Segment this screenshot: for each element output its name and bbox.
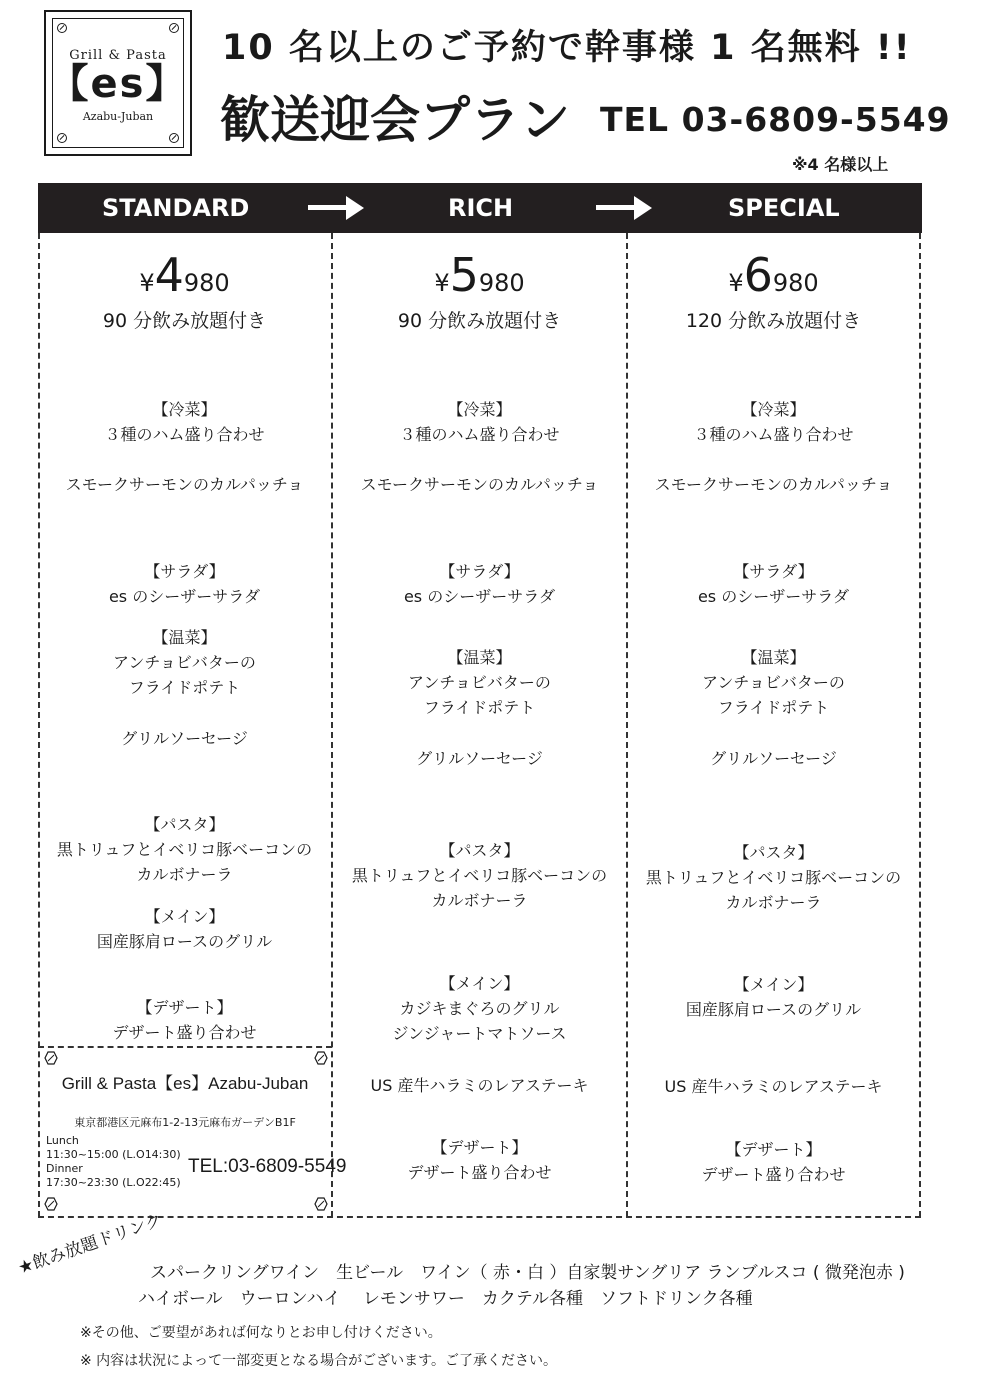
menu-item: ジンジャートマトソース — [392, 1024, 567, 1043]
hex-nut-icon — [314, 1197, 328, 1211]
column-divider — [919, 233, 921, 1217]
menu-item: フライドポテト — [128, 678, 241, 697]
menu-item: カルボナーラ — [136, 865, 233, 884]
menu-item: es のシーザーサラダ — [403, 587, 556, 606]
menu-item: US 産牛ハラミのレアステーキ — [664, 1077, 883, 1096]
plan-price: ¥6980 — [728, 248, 819, 302]
menu-category: 【サラダ】 — [733, 562, 814, 581]
drink-list-label: ★飲み放題ドリンク — [15, 1210, 165, 1279]
menu-category: 【メイン】 — [144, 907, 225, 926]
menu-item: アンチョビバターの — [408, 673, 551, 692]
plan-header-bar — [38, 183, 922, 233]
hex-nut-icon — [44, 1051, 58, 1065]
screw-icon — [57, 23, 67, 33]
shop-box-top — [38, 1046, 332, 1048]
menu-item: 黒トリュフとイベリコ豚ベーコンの — [351, 866, 608, 885]
column-divider — [331, 233, 333, 1217]
menu-category: 【メイン】 — [439, 974, 520, 993]
menu-item: 国産豚肩ロースのグリル — [96, 932, 273, 951]
menu-item: グリルソーセージ — [710, 749, 837, 768]
hex-nut-icon — [314, 1051, 328, 1065]
plan-drink-time: 120 分飲み放題付き — [685, 310, 862, 332]
promo-headline: 10 名以上のご予約で幹事様 1 名無料 !! — [222, 28, 912, 68]
dinner-label: Dinner — [46, 1162, 83, 1175]
shop-phone[interactable]: TEL:03-6809-5549 — [188, 1156, 347, 1177]
menu-item: es のシーザーサラダ — [697, 587, 850, 606]
menu-item: カジキまぐろのグリル — [399, 999, 560, 1018]
menu-category: 【サラダ】 — [144, 562, 225, 581]
shop-address: 東京都港区元麻布1-2-13元麻布ガーデンB1F — [74, 1116, 296, 1129]
menu-item: スモークサーモンのカルパッチョ — [360, 475, 599, 494]
menu-item: スモークサーモンのカルパッチョ — [654, 475, 893, 494]
phone-number[interactable]: TEL 03-6809-5549 — [600, 100, 951, 139]
footnote: ※ 内容は状況によって一部変更となる場合がございます。ご了承ください。 — [80, 1353, 558, 1369]
menu-category: 【冷菜】 — [447, 400, 512, 419]
menu-item: デザート盛り合わせ — [701, 1165, 846, 1184]
menu-item: ３種のハム盛り合わせ — [399, 425, 560, 444]
dinner-hours: 17:30~23:30 (L.O22:45) — [46, 1176, 181, 1189]
plan-price: ¥4980 — [139, 248, 230, 302]
hex-nut-icon — [44, 1197, 58, 1211]
lunch-hours: 11:30~15:00 (L.O14:30) — [46, 1148, 181, 1161]
menu-category: 【パスタ】 — [733, 843, 814, 862]
menu-item: es のシーザーサラダ — [108, 587, 261, 606]
menu-category: 【メイン】 — [733, 975, 814, 994]
menu-category: 【冷菜】 — [741, 400, 806, 419]
menu-item: アンチョビバターの — [113, 653, 256, 672]
min-guests-note: ※4 名様以上 — [792, 155, 889, 174]
menu-item: カルボナーラ — [431, 891, 528, 910]
menu-category: 【温菜】 — [447, 648, 512, 667]
shop-name: Grill & Pasta【es】Azabu-Juban — [61, 1074, 309, 1093]
footnote: ※その他、ご要望があれば何なりとお申し付けください。 — [80, 1325, 442, 1341]
menu-item: スモークサーモンのカルパッチョ — [65, 475, 304, 494]
screw-icon — [57, 133, 67, 143]
menu-item: カルボナーラ — [725, 893, 822, 912]
menu-category: 【パスタ】 — [144, 815, 225, 834]
logo-line3: Azabu-Juban — [82, 110, 154, 123]
drink-list-line: スパークリングワイン 生ビール ワイン（ 赤・白 ）自家製サングリア ランブルスコ ( 微発泡赤 ) — [150, 1263, 905, 1283]
menu-item: US 産牛ハラミのレアステーキ — [370, 1076, 589, 1095]
menu-item: 黒トリュフとイベリコ豚ベーコンの — [645, 868, 902, 887]
logo-line1: Grill & Pasta — [69, 48, 167, 63]
drink-list-line: ハイボール ウーロンハイ レモンサワー カクテル各種 ソフトドリンク各種 — [138, 1289, 753, 1309]
plan-name-rich: RICH — [448, 194, 514, 222]
logo-line2: 【es】 — [48, 61, 188, 107]
menu-category: 【サラダ】 — [439, 562, 520, 581]
menu-item: 国産豚肩ロースのグリル — [685, 1000, 862, 1019]
menu-item: フライドポテト — [717, 698, 830, 717]
menu-item: アンチョビバターの — [702, 673, 845, 692]
column-divider — [626, 233, 628, 1217]
menu-category: 【パスタ】 — [439, 841, 520, 860]
arrow-right-icon — [596, 196, 652, 220]
menu-item: ３種のハム盛り合わせ — [693, 425, 854, 444]
menu-category: 【デザート】 — [431, 1138, 528, 1157]
plan-price: ¥5980 — [434, 248, 525, 302]
menu-category: 【温菜】 — [741, 648, 806, 667]
plan-name-standard: STANDARD — [102, 194, 250, 222]
menu-category: 【デザート】 — [136, 998, 233, 1017]
menu-item: ３種のハム盛り合わせ — [104, 425, 265, 444]
plan-drink-time: 90 分飲み放題付き — [397, 310, 562, 332]
menu-item: 黒トリュフとイベリコ豚ベーコンの — [56, 840, 313, 859]
screw-icon — [169, 23, 179, 33]
plan-drink-time: 90 分飲み放題付き — [102, 310, 267, 332]
screw-icon — [169, 133, 179, 143]
menu-category: 【冷菜】 — [152, 400, 217, 419]
menu-item: グリルソーセージ — [121, 729, 248, 748]
menu-item: フライドポテト — [423, 698, 536, 717]
restaurant-logo — [44, 10, 192, 156]
menu-item: デザート盛り合わせ — [112, 1023, 257, 1042]
menu-category: 【温菜】 — [152, 628, 217, 647]
lunch-label: Lunch — [46, 1134, 79, 1147]
frame-bottom — [38, 1216, 921, 1218]
menu-category: 【デザート】 — [725, 1140, 822, 1159]
menu-item: デザート盛り合わせ — [407, 1163, 552, 1182]
plan-name-special: SPECIAL — [728, 194, 840, 222]
arrow-right-icon — [308, 196, 364, 220]
page-title: 歓送迎会プラン — [220, 91, 570, 149]
menu-item: グリルソーセージ — [416, 749, 543, 768]
